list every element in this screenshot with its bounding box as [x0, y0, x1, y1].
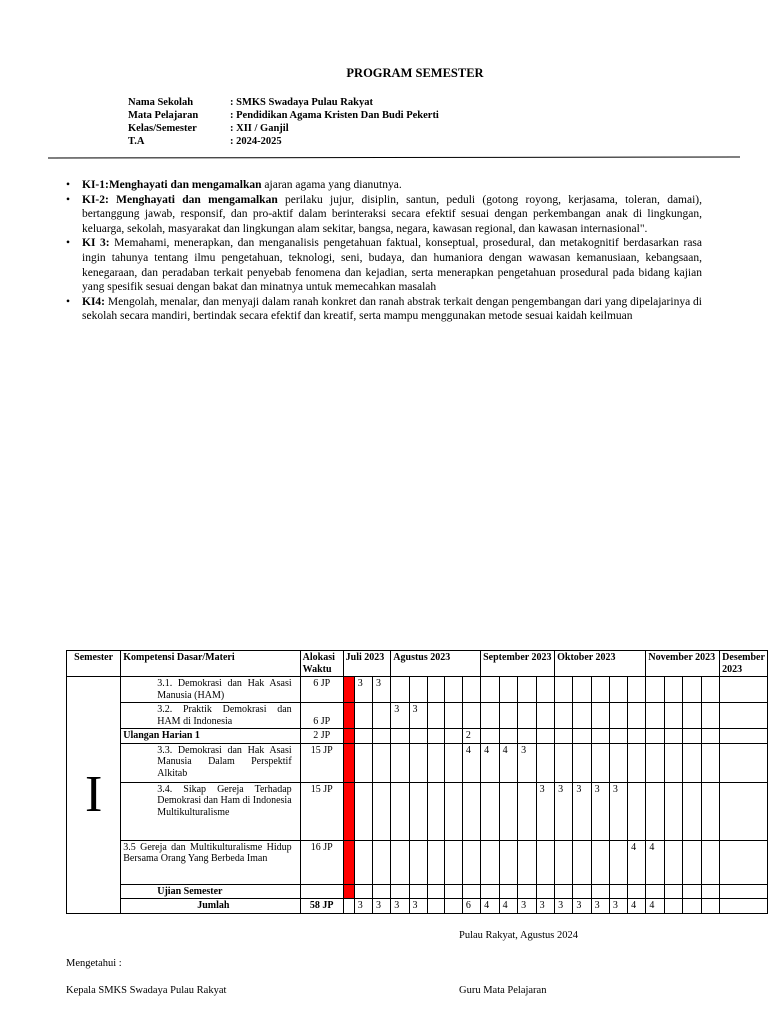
week-cell [499, 840, 518, 884]
ki-item [66, 236, 702, 294]
week-cell [354, 884, 372, 899]
school-info [128, 96, 439, 148]
week-cell [555, 703, 573, 729]
week-cell [354, 743, 372, 782]
week-cell [391, 729, 409, 744]
alokasi-cell: 6 JP [300, 703, 343, 729]
week-cell [427, 743, 445, 782]
week-cell [462, 884, 480, 899]
week-cell [720, 899, 768, 914]
table-row [67, 677, 768, 703]
header-month: Juli 2023 [343, 651, 391, 677]
week-cell [720, 703, 768, 729]
week-cell: 4 [628, 840, 646, 884]
week-cell: 3 [409, 899, 427, 914]
week-cell [481, 884, 500, 899]
week-cell [518, 840, 537, 884]
week-cell [591, 703, 609, 729]
week-cell [701, 884, 719, 899]
week-cell: 4 [499, 743, 518, 782]
info-row-year [128, 135, 439, 148]
week-cell [391, 884, 409, 899]
week-cell [609, 677, 627, 703]
week-cell [536, 743, 555, 782]
week-cell [720, 743, 768, 782]
week-cell [343, 884, 354, 899]
week-cell [518, 884, 537, 899]
week-cell [409, 782, 427, 840]
week-cell [555, 743, 573, 782]
week-cell [536, 677, 555, 703]
week-cell [427, 677, 445, 703]
week-cell [373, 729, 391, 744]
week-cell [701, 703, 719, 729]
week-cell: 2 [462, 729, 480, 744]
week-cell [445, 703, 463, 729]
page-title: PROGRAM SEMESTER [346, 66, 484, 80]
week-cell [481, 840, 500, 884]
week-cell [445, 677, 463, 703]
kd-cell: Ujian Semester [121, 884, 300, 899]
week-cell [518, 782, 537, 840]
alokasi-cell: 6 JP [300, 677, 343, 703]
alokasi-cell: 16 JP [300, 840, 343, 884]
week-cell [701, 677, 719, 703]
info-row-subject [128, 109, 439, 122]
week-cell [683, 899, 701, 914]
week-cell [720, 729, 768, 744]
table-row [67, 899, 768, 914]
week-cell [354, 729, 372, 744]
ki-item [66, 193, 702, 237]
week-cell [354, 703, 372, 729]
week-cell [701, 840, 719, 884]
week-cell: 3 [373, 899, 391, 914]
week-cell [573, 840, 591, 884]
week-cell [683, 703, 701, 729]
info-value: : 2024-2025 [230, 136, 282, 147]
week-cell [609, 840, 627, 884]
mengetahui-label: Mengetahui : [66, 958, 122, 969]
info-label: Nama Sekolah [128, 97, 194, 108]
week-cell: 3 [555, 899, 573, 914]
week-cell [646, 677, 665, 703]
program-table-wrapper [66, 650, 768, 914]
kd-cell: 3.5 Gereja dan Multikulturalisme Hidup Bersama Orang Yang Berbeda Iman [121, 840, 300, 884]
week-cell [445, 729, 463, 744]
week-cell: 3 [591, 782, 609, 840]
alokasi-cell: 15 JP [300, 743, 343, 782]
week-cell: 3 [354, 899, 372, 914]
week-cell [373, 884, 391, 899]
kd-cell: 3.4. Sikap Gereja Terhadap Demokrasi dan Ham di Indonesia Multikulturalisme [121, 782, 300, 840]
week-cell: 3 [609, 899, 627, 914]
week-cell [445, 782, 463, 840]
week-cell [683, 840, 701, 884]
week-cell [665, 729, 683, 744]
ki-heading: KI4: [82, 295, 105, 308]
week-cell [427, 840, 445, 884]
week-cell [445, 840, 463, 884]
kd-cell: Ulangan Harian 1 [121, 729, 300, 744]
week-cell: 3 [518, 899, 537, 914]
week-cell [499, 677, 518, 703]
info-label: Kelas/Semester [128, 123, 197, 134]
week-cell [427, 782, 445, 840]
week-cell: 3 [536, 782, 555, 840]
week-cell [373, 703, 391, 729]
week-cell [646, 884, 665, 899]
week-cell [481, 782, 500, 840]
week-cell [701, 743, 719, 782]
week-cell [628, 677, 646, 703]
table-row [67, 840, 768, 884]
week-cell [646, 743, 665, 782]
week-cell [591, 840, 609, 884]
kd-cell: 3.3. Demokrasi dan Hak Asasi Manusia Dalam Perspektif Alkitab [121, 743, 300, 782]
week-cell [373, 782, 391, 840]
kd-cell: 3.1. Demokrasi dan Hak Asasi Manusia (HAM) [121, 677, 300, 703]
week-cell [391, 782, 409, 840]
info-row-class [128, 122, 439, 135]
week-cell [343, 729, 354, 744]
week-cell [591, 743, 609, 782]
week-cell [683, 782, 701, 840]
table-row [67, 743, 768, 782]
week-cell [609, 703, 627, 729]
ki-item [66, 178, 702, 193]
week-cell [391, 677, 409, 703]
week-cell [555, 884, 573, 899]
week-cell [343, 899, 354, 914]
week-cell [536, 729, 555, 744]
info-label: Mata Pelajaran [128, 110, 199, 121]
week-cell [591, 884, 609, 899]
week-cell [409, 743, 427, 782]
week-cell [720, 782, 768, 840]
week-cell [628, 743, 646, 782]
info-value: : SMKS Swadaya Pulau Rakyat [230, 97, 373, 108]
week-cell [720, 677, 768, 703]
week-cell [481, 703, 500, 729]
info-value: : XII / Ganjil [230, 123, 289, 134]
week-cell [536, 703, 555, 729]
week-cell: 4 [628, 899, 646, 914]
week-cell [481, 729, 500, 744]
week-cell [665, 899, 683, 914]
week-cell [646, 782, 665, 840]
week-cell [665, 840, 683, 884]
week-cell [555, 729, 573, 744]
week-cell: 3 [591, 899, 609, 914]
header-divider [48, 157, 740, 159]
alokasi-cell: 15 JP [300, 782, 343, 840]
week-cell [628, 884, 646, 899]
week-cell [555, 840, 573, 884]
table-header-row [67, 651, 768, 677]
week-cell [354, 782, 372, 840]
week-cell: 3 [391, 899, 409, 914]
week-cell [573, 743, 591, 782]
week-cell [628, 782, 646, 840]
week-cell [462, 840, 480, 884]
week-cell [573, 677, 591, 703]
week-cell: 3 [573, 899, 591, 914]
week-cell: 3 [573, 782, 591, 840]
ki-text: perilaku jujur, disiplin, santun, peduli (gotong royong, kerjasama, toleran, damai), bertanggung jawab, responsif, dan pro-aktif dalam berinteraksi secara efektif sesuai dengan perkembangan anak di lingkungan, keluarga, sekolah, masyarakat dan lingkungan alam sekitar, bangsa, negara, kawasan regional, dan kawasan internasional". [82, 193, 702, 235]
week-cell [609, 743, 627, 782]
ki-heading: KI-1:Menghayati dan mengamalkan [82, 179, 262, 191]
week-cell [628, 729, 646, 744]
header-month: November 2023 [646, 651, 720, 677]
week-cell: 4 [481, 899, 500, 914]
week-cell [445, 884, 463, 899]
week-cell: 3 [391, 703, 409, 729]
week-cell [665, 703, 683, 729]
week-cell [536, 840, 555, 884]
table-row [67, 884, 768, 899]
header-kd: Kompetensi Dasar/Materi [121, 651, 300, 677]
week-cell [591, 729, 609, 744]
kd-cell: 3.2. Praktik Demokrasi dan HAM di Indonesia [121, 703, 300, 729]
week-cell [462, 782, 480, 840]
week-cell [445, 743, 463, 782]
week-cell [343, 840, 354, 884]
alokasi-cell: 58 JP [300, 899, 343, 914]
week-cell [373, 743, 391, 782]
week-cell [343, 677, 354, 703]
week-cell [573, 884, 591, 899]
ki-item [66, 295, 702, 324]
week-cell [555, 677, 573, 703]
week-cell: 4 [646, 899, 665, 914]
ki-text: ajaran agama yang dianutnya. [261, 179, 402, 191]
week-cell [518, 677, 537, 703]
kd-cell: Jumlah [121, 899, 300, 914]
week-cell [499, 884, 518, 899]
week-cell [409, 840, 427, 884]
table-row [67, 729, 768, 744]
week-cell [518, 729, 537, 744]
week-cell [343, 782, 354, 840]
week-cell [409, 729, 427, 744]
ki-text: Memahami, menerapkan, dan menganalisis pengetahuan faktual, konseptual, prosedural, dan metakognitif berdasarkan rasa ingin tahunya tentang ilmu pengetahuan, teknologi, seni, budaya, dan humaniora dengan wawasan kemanusiaan, kebangsaan, kenegaraan, dan peradaban terkait penyebab fenomena dan kejadian, serta menerapkan pengetahuan prosedural pada bidang kajian yang spesifik sesuai dengan bakat dan minatnya untuk memecahkan masalah [82, 237, 702, 294]
week-cell [354, 840, 372, 884]
table-row [67, 782, 768, 840]
week-cell [665, 782, 683, 840]
week-cell [499, 729, 518, 744]
ki-list [66, 178, 702, 324]
week-cell [427, 899, 445, 914]
week-cell [391, 840, 409, 884]
week-cell [518, 703, 537, 729]
ki-heading: KI 3: [82, 237, 110, 250]
week-cell [665, 743, 683, 782]
info-row-school [128, 96, 439, 109]
week-cell [665, 884, 683, 899]
week-cell [683, 677, 701, 703]
week-cell [573, 729, 591, 744]
header-month: Desember 2023 [720, 651, 768, 677]
week-cell [646, 703, 665, 729]
header-alokasi: Alokasi Waktu [300, 651, 343, 677]
week-cell [427, 884, 445, 899]
week-cell [609, 884, 627, 899]
week-cell [646, 729, 665, 744]
week-cell: 6 [462, 899, 480, 914]
week-cell [373, 840, 391, 884]
table-row [67, 703, 768, 729]
week-cell: 4 [481, 743, 500, 782]
header-month: Oktober 2023 [555, 651, 646, 677]
week-cell [462, 677, 480, 703]
week-cell [343, 703, 354, 729]
week-cell: 4 [462, 743, 480, 782]
week-cell [409, 677, 427, 703]
header-semester: Semester [67, 651, 121, 677]
week-cell [499, 782, 518, 840]
program-semester-table [66, 650, 768, 914]
week-cell: 3 [409, 703, 427, 729]
week-cell [683, 884, 701, 899]
week-cell: 3 [373, 677, 391, 703]
week-cell: 3 [555, 782, 573, 840]
week-cell [445, 899, 463, 914]
week-cell [701, 899, 719, 914]
week-cell [665, 677, 683, 703]
week-cell: 3 [536, 899, 555, 914]
alokasi-cell: 2 JP [300, 729, 343, 744]
week-cell [720, 884, 768, 899]
week-cell: 3 [354, 677, 372, 703]
semester-cell: I [67, 677, 121, 914]
week-cell [481, 677, 500, 703]
week-cell [683, 729, 701, 744]
place-date: Pulau Rakyat, Agustus 2024 [459, 930, 579, 941]
header-month: Agustus 2023 [391, 651, 481, 677]
week-cell [628, 703, 646, 729]
header-month: September 2023 [481, 651, 555, 677]
week-cell: 4 [646, 840, 665, 884]
week-cell [536, 884, 555, 899]
week-cell [499, 703, 518, 729]
week-cell [343, 743, 354, 782]
week-cell [427, 703, 445, 729]
week-cell [409, 884, 427, 899]
week-cell: 4 [499, 899, 518, 914]
info-value: : Pendidikan Agama Kristen Dan Budi Pekerti [230, 110, 439, 121]
info-label: T.A [128, 136, 145, 147]
ki-heading: KI-2: Menghayati dan mengamalkan [82, 193, 278, 206]
week-cell [427, 729, 445, 744]
ki-text: Mengolah, menalar, dan menyaji dalam ranah konkret dan ranah abstrak terkait dengan pengembangan dari yang dipelajarinya di sekolah secara mandiri, bertindak secara efektif dan kreatif, serta mampu menggunakan metode sesuai kaidah keilmuan [82, 295, 702, 323]
week-cell [391, 743, 409, 782]
week-cell [462, 703, 480, 729]
week-cell [683, 743, 701, 782]
principal-label: Kepala SMKS Swadaya Pulau Rakyat [66, 985, 227, 996]
week-cell [591, 677, 609, 703]
week-cell [720, 840, 768, 884]
week-cell: 3 [609, 782, 627, 840]
week-cell [609, 729, 627, 744]
week-cell: 3 [518, 743, 537, 782]
week-cell [701, 729, 719, 744]
alokasi-cell [300, 884, 343, 899]
week-cell [573, 703, 591, 729]
week-cell [701, 782, 719, 840]
teacher-label: Guru Mata Pelajaran [459, 985, 547, 996]
